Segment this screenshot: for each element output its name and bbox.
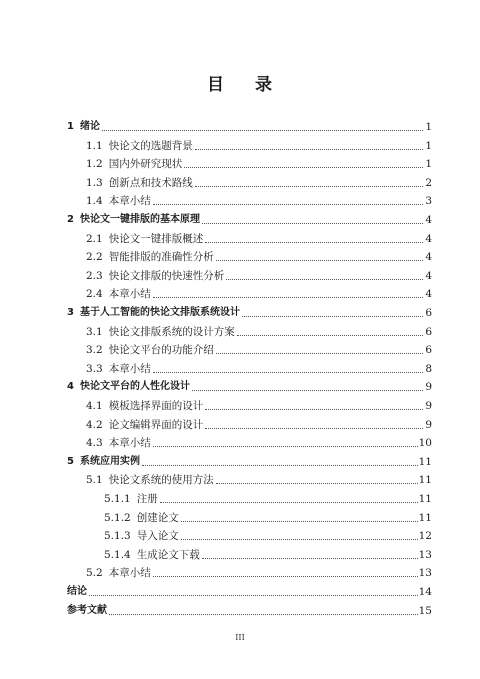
toc-entry-number: 3.2 [86,344,103,357]
toc-entry-page: 9 [425,418,432,431]
toc-entry-label: 本章小结 [108,362,151,375]
toc-entry-label: 基于人工智能的快论文排版系统设计 [79,307,240,318]
toc-entry-page: 2 [425,176,432,189]
toc-entry-page: 4 [425,288,432,301]
toc-entry[interactable] [86,190,432,208]
toc-entry-page: 13 [418,567,432,580]
toc-entry-number: 5 [67,455,74,467]
toc-entry-number: 4.1 [86,400,103,412]
toc-entry-label: 注册 [136,493,158,505]
toc-entry-page: 4 [425,269,432,282]
toc-leader-dots [153,204,423,205]
toc-entry[interactable] [86,358,432,376]
toc-entry-page: 9 [425,400,432,412]
toc-entry-number: 1.3 [86,176,103,189]
toc-entry[interactable] [86,469,432,487]
toc-leader-dots [181,521,418,522]
toc-entry[interactable] [104,525,432,543]
title-char-1: 目 [207,75,225,95]
toc-entry-label: 本章小结 [108,195,151,208]
toc-entry-number: 5.1.3 [104,530,131,543]
title-char-2: 录 [255,75,273,95]
toc-entry[interactable] [67,302,432,320]
toc-leader-dots [202,558,418,559]
toc-entry-number: 1.1 [86,139,103,152]
toc-entry[interactable] [67,451,432,469]
toc-leader-dots [216,353,423,354]
toc-entry-label: 本章小结 [108,567,151,580]
toc-entry-label: 本章小结 [108,437,151,450]
toc-entry-page: 13 [418,548,432,561]
toc-entry[interactable] [67,581,432,599]
toc-entry-label: 创建论文 [136,511,179,524]
toc-entry-number: 3 [67,307,74,318]
toc-entry[interactable] [86,172,432,190]
toc-entry-page: 11 [418,511,432,524]
toc-entry[interactable] [86,246,432,264]
toc-entry-label: 快论文一键排版概述 [108,232,204,245]
toc-leader-dots [195,149,423,150]
toc-entry-page: 11 [418,455,432,468]
toc-entry[interactable] [86,153,432,171]
toc-entry[interactable] [67,376,432,394]
toc-leader-dots [205,409,423,410]
toc-entry-number: 3.1 [86,325,103,338]
toc-leader-dots [89,595,418,596]
toc-entry-number: 5.1.2 [104,511,131,524]
toc-entry[interactable] [86,562,432,580]
toc-entry-label: 本章小结 [108,288,151,301]
toc-entry-label: 快论文平台的人性化设计 [79,381,190,393]
toc-entry-number: 4 [67,381,74,393]
toc-entry-number: 1.2 [86,158,103,171]
toc-entry-number: 2.4 [86,288,103,301]
toc-entry[interactable] [67,600,432,618]
toc-entry[interactable] [86,339,432,357]
toc-entry[interactable] [86,432,432,450]
toc-entry-number: 5.1 [86,474,103,487]
toc-entry-page: 8 [425,362,432,375]
toc-entry[interactable] [86,321,432,339]
toc-entry[interactable] [67,209,432,227]
toc-entry-label: 快论文排版的快速性分析 [108,269,225,282]
toc-entry-label: 快论文平台的功能介绍 [108,344,214,357]
toc-entry-page: 4 [425,232,432,245]
page-number: III [235,633,245,642]
toc-entry-number: 5.1.1 [104,493,131,505]
toc-entry-page: 1 [425,158,432,171]
toc-entry-label: 快论文排版系统的设计方案 [108,325,235,338]
toc-entry-number: 2 [67,214,74,225]
toc-leader-dots [216,483,418,484]
toc-entry[interactable] [104,507,432,525]
toc-entry-label: 快论文一键排版的基本原理 [79,214,200,225]
toc-entry-number: 2.1 [86,232,103,245]
toc-leader-dots [109,614,418,615]
toc-entry-number: 3.3 [86,362,103,375]
toc-leader-dots [205,242,423,243]
toc-entry[interactable] [86,135,432,153]
toc-entry-number: 2.2 [86,251,103,264]
toc-entry-page: 9 [425,381,432,394]
toc-entry-page: 11 [418,474,432,487]
toc-entry[interactable] [67,116,432,134]
toc-entry-label: 模板选择界面的设计 [108,400,204,412]
toc-leader-dots [192,390,423,391]
toc-entry-label: 国内外研究现状 [108,158,183,171]
toc-entry-label: 参考文献 [67,604,107,616]
toc-entry[interactable] [104,544,432,562]
toc-leader-dots [226,279,423,280]
toc-entry[interactable] [86,228,432,246]
toc-entry[interactable] [104,488,432,506]
toc-leader-dots [195,186,423,187]
toc-entry-label: 系统应用实例 [79,455,140,467]
page-title [0,70,480,95]
toc-entry-number: 1 [67,121,74,132]
toc-entry-page: 6 [425,307,432,319]
toc-entry[interactable] [86,414,432,432]
toc-entry-page: 12 [418,530,432,543]
toc-entry-page: 4 [425,214,432,226]
toc-entry-number: 4.3 [86,437,103,450]
toc-entry-label: 快论文系统的使用方法 [108,474,214,487]
toc-entry-page: 1 [425,139,432,152]
toc-entry[interactable] [86,283,432,301]
toc-entry-label: 绪论 [79,121,100,132]
toc-entry-label: 智能排版的准确性分析 [108,251,214,264]
toc-entry-page: 11 [418,493,432,505]
toc-leader-dots [216,260,423,261]
toc-entry-number: 1.4 [86,195,103,208]
toc-entry-number: 4.2 [86,418,103,431]
toc-leader-dots [181,539,418,540]
toc-entry-number: 5.1.4 [104,548,131,561]
toc-leader-dots [142,465,418,466]
toc-leader-dots [153,446,418,447]
toc-entry-label: 论文编辑界面的设计 [108,418,204,431]
toc-leader-dots [237,335,423,336]
toc-entry-page: 6 [425,325,432,338]
toc-leader-dots [242,316,423,317]
toc-entry-label: 生成论文下载 [136,548,200,561]
toc-entry-page: 4 [425,251,432,264]
toc-entry[interactable] [86,265,432,283]
toc-entry-label: 快论文的选题背景 [108,139,193,152]
toc-entry-label: 结论 [67,586,87,597]
toc-leader-dots [202,223,423,224]
toc-entry-number: 5.2 [86,567,103,580]
toc-entry[interactable] [86,395,432,413]
toc-leader-dots [153,576,418,577]
toc-entry-page: 15 [418,604,432,617]
toc-leader-dots [153,372,423,373]
toc-entry-label: 导入论文 [136,530,179,543]
toc-leader-dots [205,428,423,429]
toc-leader-dots [160,502,418,503]
toc-leader-dots [184,167,423,168]
toc-entry-page: 14 [418,586,432,598]
toc-entry-label: 创新点和技术路线 [108,176,193,189]
toc-leader-dots [102,130,423,131]
toc-entry-number: 2.3 [86,269,103,282]
toc-entry-page: 3 [425,195,432,208]
toc-entry-page: 1 [425,121,432,133]
toc-leader-dots [153,297,423,298]
toc-entry-page: 6 [425,344,432,357]
toc-entry-page: 10 [418,437,432,450]
